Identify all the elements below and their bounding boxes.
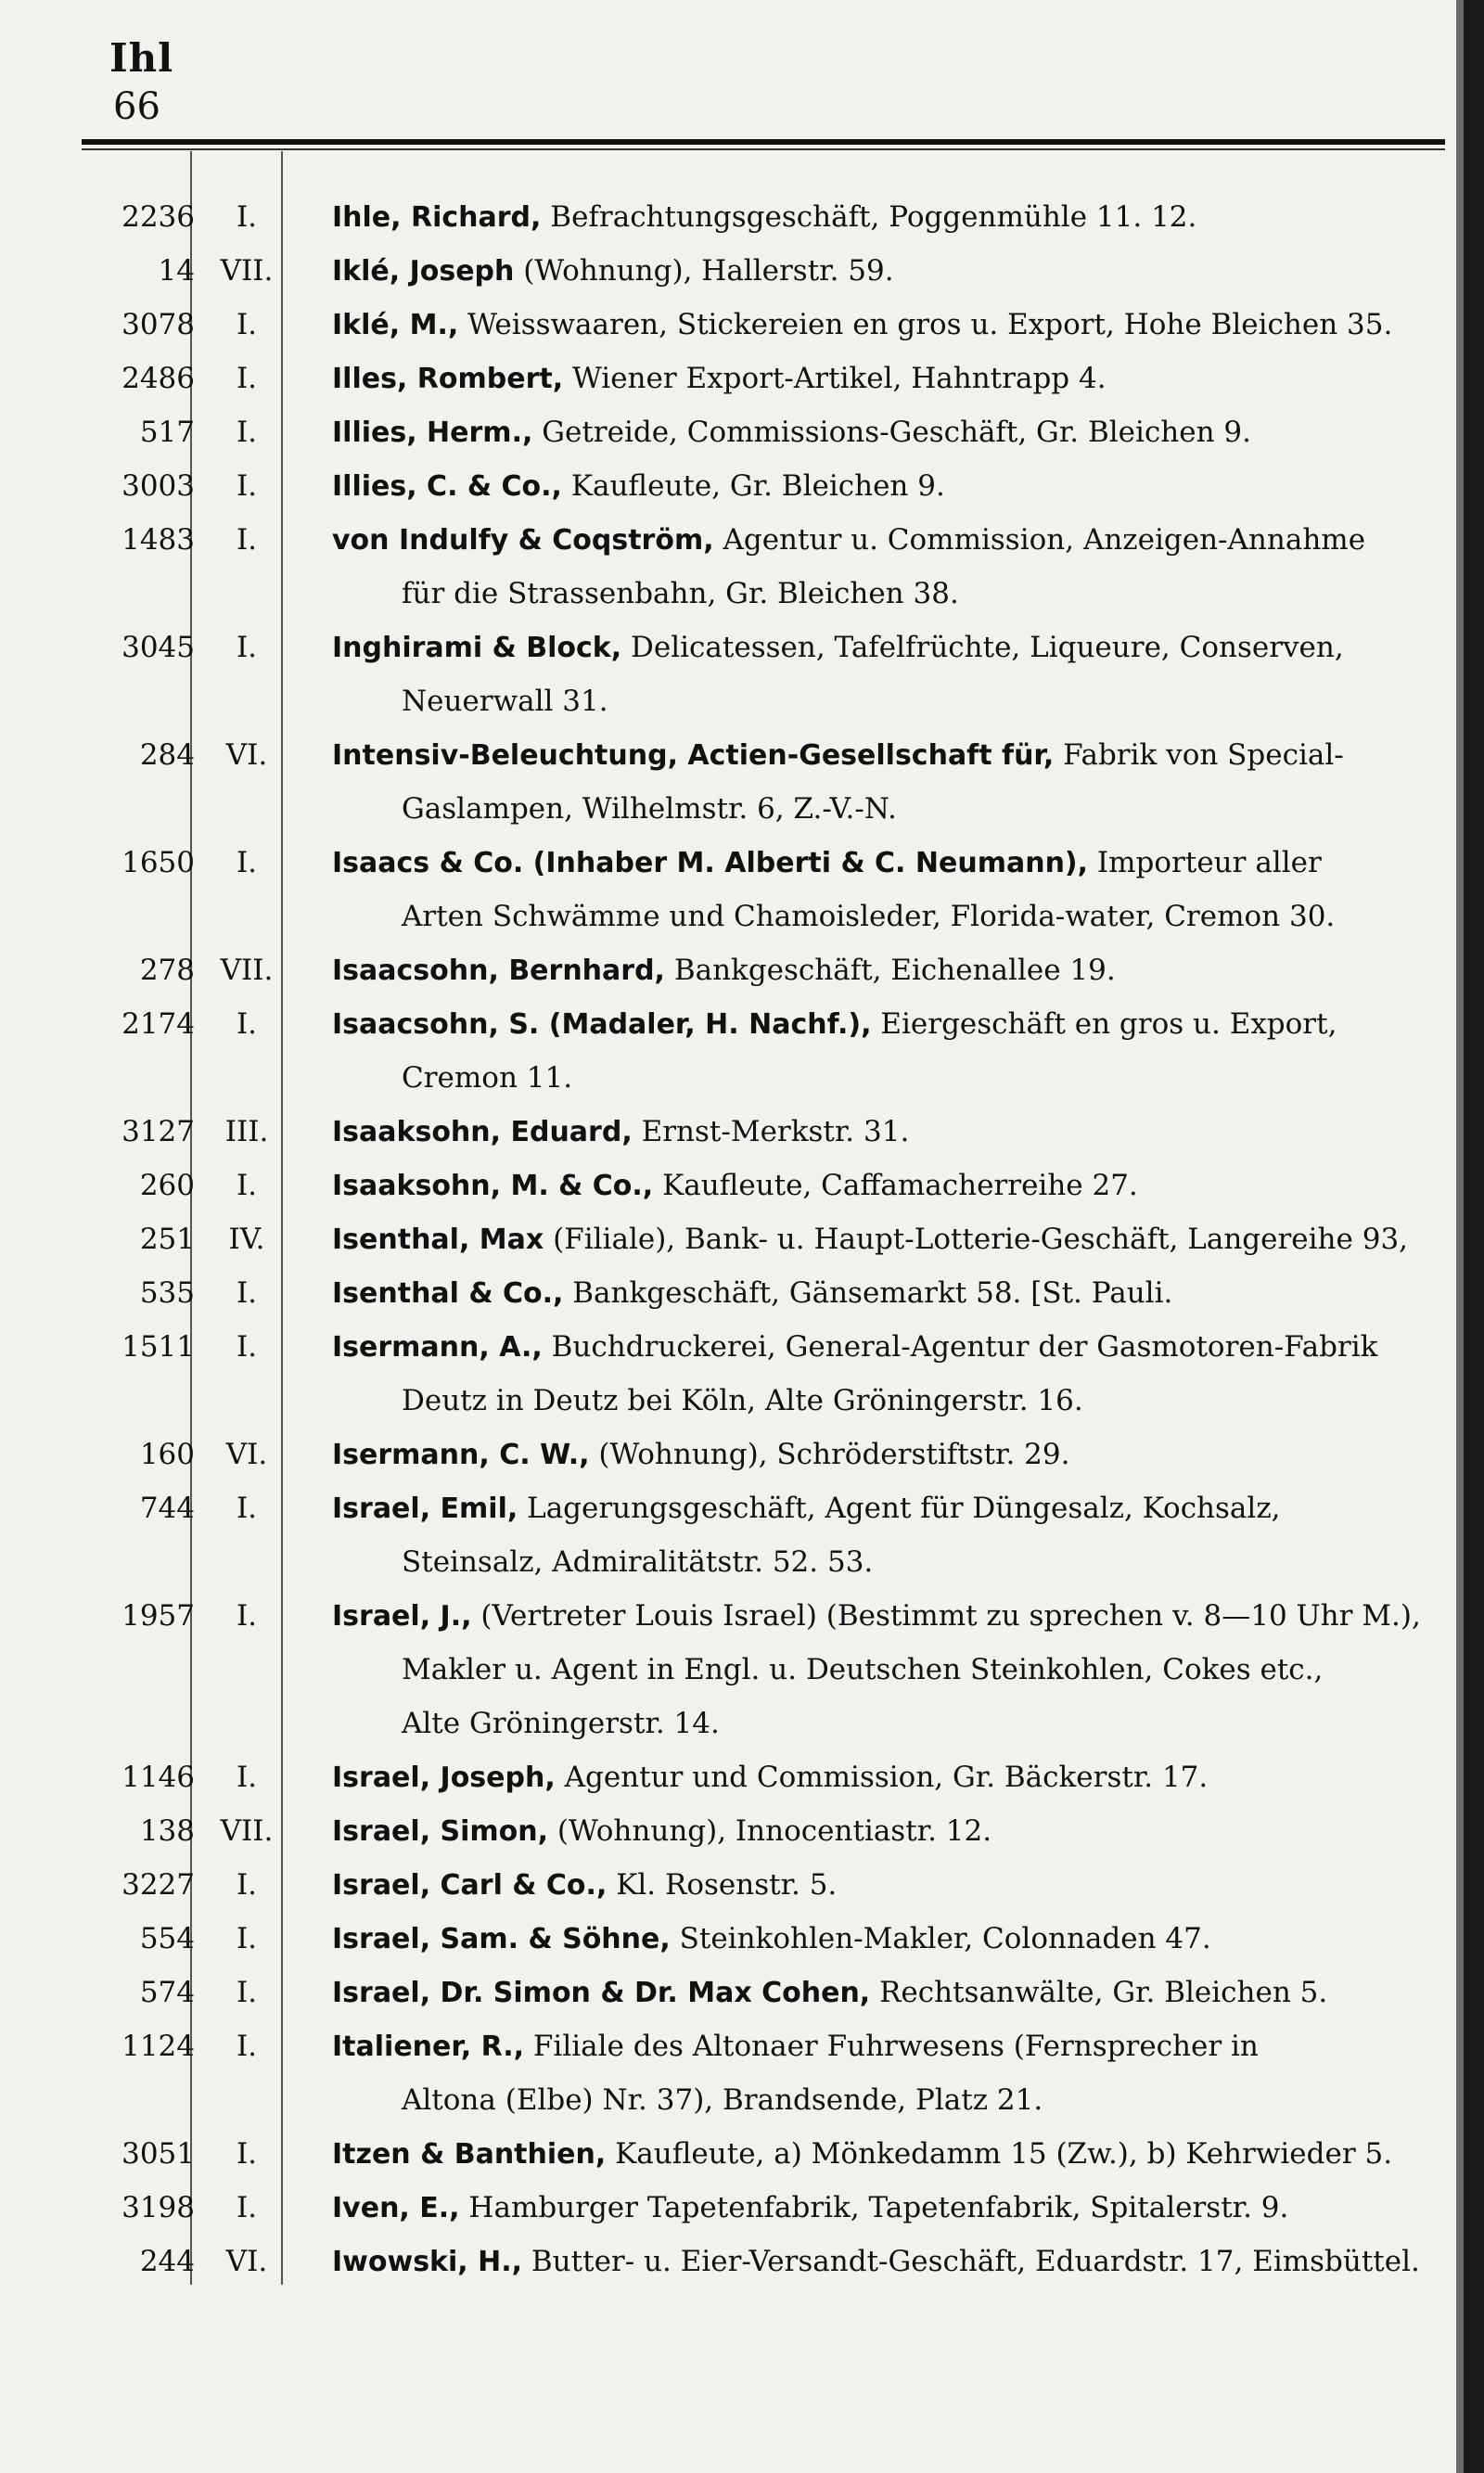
entry-description: Wiener Export-Artikel, Hahntrapp 4.	[571, 362, 1107, 395]
entry-description: Importeur aller	[1096, 846, 1322, 879]
district-numeral: I.	[236, 1868, 258, 1902]
entry-first-line	[0, 1750, 1484, 1804]
entry-first-line	[0, 1804, 1484, 1858]
telephone-number: 160	[139, 1438, 195, 1471]
entry-text	[332, 1159, 1454, 1213]
entry-name: Ihle, Richard,	[332, 201, 542, 234]
directory-entry	[0, 2181, 1484, 2235]
entry-text	[332, 1966, 1454, 2020]
entry-text	[332, 513, 1454, 568]
entry-text	[332, 1212, 1454, 1267]
entry-description: Steinkohlen-Makler, Colonnaden 47.	[679, 1922, 1211, 1955]
entry-name: Israel, Dr. Simon & Dr. Max Cohen,	[332, 1977, 871, 2009]
entry-name: Isermann, C. W.,	[332, 1439, 590, 1471]
entry-continuation-line	[0, 674, 1484, 728]
entry-description: Filiale des Altonaer Fuhrwesens (Fernsprecher in	[532, 2030, 1259, 2063]
entry-description: Weisswaaren, Stickereien en gros u. Export, Hohe Bleichen 35.	[467, 308, 1393, 341]
telephone-number: 3045	[122, 631, 195, 664]
entry-continuation-line	[0, 1535, 1484, 1589]
running-header-key: Ihl	[109, 35, 174, 81]
entry-first-line	[0, 1266, 1484, 1320]
entry-description: Ernst-Merkstr. 31.	[641, 1115, 910, 1148]
entry-description: Bankgeschäft, Eichenallee 19.	[673, 954, 1116, 987]
telephone-number: 278	[139, 954, 195, 987]
entry-continuation-line	[0, 2073, 1484, 2127]
entry-continuation-line	[0, 1374, 1484, 1428]
directory-entry	[0, 244, 1484, 298]
entry-first-line	[0, 244, 1484, 298]
directory-entry	[0, 728, 1484, 836]
telephone-number: 1483	[122, 523, 195, 557]
entry-description-continued: Deutz in Deutz bei Köln, Alte Gröningerstr. 16.	[402, 1384, 1083, 1417]
district-numeral: VI.	[225, 2245, 268, 2278]
entry-text	[332, 244, 1454, 299]
entry-first-line	[0, 2235, 1484, 2288]
district-numeral: I.	[236, 2030, 258, 2063]
district-numeral: I.	[236, 1976, 258, 2009]
telephone-number: 1511	[122, 1330, 195, 1364]
entry-description: (Wohnung), Hallerstr. 59.	[523, 254, 894, 288]
entry-name: Inghirami & Block,	[332, 632, 622, 664]
district-numeral: VII.	[220, 254, 274, 288]
district-numeral: VI.	[225, 738, 268, 772]
page-number: 66	[113, 85, 160, 128]
entry-continuation-line	[0, 567, 1484, 621]
header-rule	[82, 139, 1445, 145]
entry-description: Delicatessen, Tafelfrüchte, Liqueure, Conserven,	[631, 631, 1344, 664]
entry-text	[332, 190, 1454, 245]
entry-text	[332, 1589, 1454, 1644]
entry-continuation-line	[0, 1643, 1484, 1697]
entry-first-line	[0, 1912, 1484, 1966]
entry-first-line	[0, 1589, 1484, 1643]
entry-text	[332, 459, 1454, 514]
entry-name: Isenthal & Co.,	[332, 1277, 564, 1310]
district-numeral: I.	[236, 1922, 258, 1955]
entry-name: Isaaksohn, Eduard,	[332, 1116, 633, 1148]
directory-entry	[0, 459, 1484, 513]
entry-description: (Filiale), Bank- u. Haupt-Lotterie-Geschäft, Langereihe 93,	[553, 1223, 1409, 1256]
entry-text	[332, 1912, 1454, 1967]
district-numeral: VI.	[225, 1438, 268, 1471]
telephone-number: 1957	[122, 1599, 195, 1633]
entry-continuation-line	[0, 890, 1484, 943]
entry-name: Isermann, A.,	[332, 1331, 543, 1364]
directory-entry	[0, 1804, 1484, 1858]
entry-first-line	[0, 1159, 1484, 1212]
district-numeral: I.	[236, 1599, 258, 1633]
entry-description-continued: Altona (Elbe) Nr. 37), Brandsende, Platz 21.	[402, 2083, 1043, 2117]
entry-text	[332, 621, 1454, 675]
entry-first-line	[0, 2019, 1484, 2073]
district-numeral: I.	[236, 1007, 258, 1041]
entry-first-line	[0, 298, 1484, 352]
entry-name: Iklé, Joseph	[332, 255, 515, 288]
telephone-number: 14	[158, 254, 195, 288]
entry-first-line	[0, 352, 1484, 405]
telephone-number: 3198	[122, 2191, 195, 2224]
entry-text	[332, 405, 1454, 460]
entry-text	[332, 1266, 1454, 1321]
entry-description: Kl. Rosenstr. 5.	[616, 1868, 838, 1902]
entry-description-continued: Steinsalz, Admiralitätstr. 52. 53.	[402, 1545, 874, 1579]
entry-text	[332, 1804, 1454, 1859]
directory-entry	[0, 621, 1484, 728]
directory-entry	[0, 836, 1484, 943]
entry-description: Butter- u. Eier-Versandt-Geschäft, Eduardstr. 17, Eimsbüttel.	[531, 2245, 1420, 2278]
telephone-number: 1124	[122, 2030, 195, 2063]
entry-description: Getreide, Commissions-Geschäft, Gr. Bleichen 9.	[542, 416, 1251, 449]
directory-entry	[0, 2019, 1484, 2127]
entry-name: Isenthal, Max	[332, 1224, 544, 1256]
directory-entry	[0, 2127, 1484, 2181]
entry-description: Bankgeschäft, Gänsemarkt 58. [St. Pauli.	[572, 1276, 1173, 1310]
directory-entry	[0, 1320, 1484, 1428]
district-numeral: I.	[236, 416, 258, 449]
entry-description: Rechtsanwälte, Gr. Bleichen 5.	[879, 1976, 1328, 2009]
directory-entry	[0, 1428, 1484, 1481]
entry-description-continued: Alte Gröningerstr. 14.	[402, 1707, 720, 1740]
district-numeral: I.	[236, 1492, 258, 1525]
entry-description: Eiergeschäft en gros u. Export,	[880, 1007, 1337, 1041]
district-numeral: I.	[236, 200, 258, 234]
entry-description: Hamburger Tapetenfabrik, Tapetenfabrik, Spitalerstr. 9.	[468, 2191, 1289, 2224]
entry-name: Isaacsohn, S. (Madaler, H. Nachf.),	[332, 1008, 872, 1041]
entry-name: Israel, Joseph,	[332, 1762, 556, 1794]
entry-first-line	[0, 459, 1484, 513]
directory-entry	[0, 1750, 1484, 1804]
telephone-number: 244	[139, 2245, 195, 2278]
directory-entry	[0, 1105, 1484, 1159]
entry-first-line	[0, 1858, 1484, 1912]
entry-name: Illies, C. & Co.,	[332, 470, 562, 503]
entry-name: von Indulfy & Coqström,	[332, 524, 714, 557]
district-numeral: I.	[236, 2137, 258, 2171]
entry-first-line	[0, 997, 1484, 1051]
telephone-number: 2486	[122, 362, 195, 395]
district-numeral: I.	[236, 469, 258, 503]
entry-first-line	[0, 2127, 1484, 2181]
entry-name: Israel, Emil,	[332, 1493, 518, 1525]
district-numeral: IV.	[228, 1223, 265, 1256]
entry-first-line	[0, 943, 1484, 997]
entry-first-line	[0, 2181, 1484, 2235]
entry-text	[332, 1750, 1454, 1805]
entry-continuation-line	[0, 1697, 1484, 1750]
entry-name: Israel, Sam. & Söhne,	[332, 1923, 671, 1955]
entry-description-continued: Makler u. Agent in Engl. u. Deutschen Steinkohlen, Cokes etc.,	[402, 1653, 1324, 1686]
telephone-number: 3227	[122, 1868, 195, 1902]
entry-name: Israel, Carl & Co.,	[332, 1869, 608, 1902]
directory-entry	[0, 2235, 1484, 2288]
entry-description: Kaufleute, Caffamacherreihe 27.	[662, 1169, 1138, 1202]
telephone-number: 3051	[122, 2137, 195, 2171]
entry-text	[332, 997, 1454, 1052]
entry-text	[332, 1320, 1454, 1375]
header-rule-thin	[82, 148, 1445, 150]
telephone-number: 535	[139, 1276, 195, 1310]
entry-first-line	[0, 513, 1484, 567]
district-numeral: I.	[236, 362, 258, 395]
directory-entry	[0, 1212, 1484, 1266]
entry-name: Italiener, R.,	[332, 2031, 525, 2063]
entry-text	[332, 728, 1454, 783]
entry-text	[332, 1481, 1454, 1536]
district-numeral: I.	[236, 1761, 258, 1794]
entry-first-line	[0, 1320, 1484, 1374]
entry-name: Iwowski, H.,	[332, 2246, 523, 2278]
telephone-number: 284	[139, 738, 195, 772]
entry-name: Illies, Herm.,	[332, 416, 533, 449]
entry-description: Befrachtungsgeschäft, Poggenmühle 11. 12.	[550, 200, 1197, 234]
directory-entry	[0, 1858, 1484, 1912]
entry-name: Israel, J.,	[332, 1600, 472, 1633]
district-numeral: I.	[236, 308, 258, 341]
entry-description: Agentur und Commission, Gr. Bäckerstr. 17.	[564, 1761, 1209, 1794]
entry-first-line	[0, 405, 1484, 459]
district-numeral: I.	[236, 1330, 258, 1364]
entry-description-continued: Gaslampen, Wilhelmstr. 6, Z.-V.-N.	[402, 792, 897, 826]
entry-description: Lagerungsgeschäft, Agent für Düngesalz, Kochsalz,	[527, 1492, 1281, 1525]
entry-text	[332, 2235, 1454, 2289]
entry-description-continued: Neuerwall 31.	[402, 685, 608, 718]
district-numeral: I.	[236, 1169, 258, 1202]
entry-first-line	[0, 1966, 1484, 2019]
entry-name: Iven, E.,	[332, 2192, 460, 2224]
entry-name: Isaaksohn, M. & Co.,	[332, 1170, 654, 1202]
directory-entry	[0, 1589, 1484, 1750]
entry-description: Agentur u. Commission, Anzeigen-Annahme	[723, 523, 1366, 557]
district-numeral: VII.	[220, 1814, 274, 1848]
entry-description: Fabrik von Special-	[1063, 738, 1344, 772]
entry-first-line	[0, 621, 1484, 674]
district-numeral: I.	[236, 1276, 258, 1310]
entry-description: (Vertreter Louis Israel) (Bestimmt zu sprechen v. 8—10 Uhr M.),	[480, 1599, 1421, 1633]
entry-first-line	[0, 1212, 1484, 1266]
entry-name: Iklé, M.,	[332, 309, 459, 341]
directory-entry	[0, 513, 1484, 621]
telephone-number: 2236	[122, 200, 195, 234]
telephone-number: 574	[139, 1976, 195, 2009]
entry-first-line	[0, 836, 1484, 890]
entry-text	[332, 836, 1454, 891]
telephone-number: 138	[139, 1814, 195, 1848]
telephone-number: 1650	[122, 846, 195, 879]
entry-first-line	[0, 1105, 1484, 1159]
entry-description-continued: Cremon 11.	[402, 1061, 573, 1095]
directory-entry	[0, 1912, 1484, 1966]
entry-description: (Wohnung), Innocentiastr. 12.	[556, 1814, 992, 1848]
telephone-number: 3078	[122, 308, 195, 341]
entry-text	[332, 943, 1454, 998]
telephone-number: 251	[139, 1223, 195, 1256]
entry-name: Illes, Rombert,	[332, 363, 564, 395]
directory-entries	[0, 190, 1484, 2288]
entry-continuation-line	[0, 782, 1484, 836]
directory-entry	[0, 1159, 1484, 1212]
telephone-number: 554	[139, 1922, 195, 1955]
entry-name: Intensiv-Beleuchtung, Actien-Gesellschaft für,	[332, 739, 1055, 772]
directory-entry	[0, 1481, 1484, 1589]
directory-entry	[0, 352, 1484, 405]
entry-description: Kaufleute, a) Mönkedamm 15 (Zw.), b) Kehrwieder 5.	[615, 2137, 1393, 2171]
telephone-number: 3127	[122, 1115, 195, 1148]
entry-description: (Wohnung), Schröderstiftstr. 29.	[598, 1438, 1070, 1471]
entry-text	[332, 352, 1454, 406]
telephone-number: 1146	[122, 1761, 195, 1794]
district-numeral: I.	[236, 2191, 258, 2224]
telephone-number: 744	[139, 1492, 195, 1525]
district-numeral: I.	[236, 631, 258, 664]
entry-text	[332, 2019, 1454, 2074]
directory-entry	[0, 997, 1484, 1105]
entry-text	[332, 2181, 1454, 2236]
entry-name: Israel, Simon,	[332, 1815, 549, 1848]
entry-description-continued: für die Strassenbahn, Gr. Bleichen 38.	[402, 577, 959, 610]
directory-entry	[0, 405, 1484, 459]
directory-entry	[0, 943, 1484, 997]
entry-text	[332, 2127, 1454, 2182]
entry-name: Isaacsohn, Bernhard,	[332, 955, 665, 987]
entry-description: Kaufleute, Gr. Bleichen 9.	[570, 469, 945, 503]
entry-description-continued: Arten Schwämme und Chamoisleder, Florida-water, Cremon 30.	[402, 900, 1336, 933]
entry-text	[332, 298, 1454, 352]
directory-entry	[0, 190, 1484, 244]
entry-text	[332, 1105, 1454, 1160]
entry-name: Isaacs & Co. (Inhaber M. Alberti & C. Neumann),	[332, 847, 1089, 879]
district-numeral: VII.	[220, 954, 274, 987]
telephone-number: 260	[139, 1169, 195, 1202]
district-numeral: I.	[236, 523, 258, 557]
district-numeral: I.	[236, 846, 258, 879]
entry-text	[332, 1428, 1454, 1482]
entry-first-line	[0, 728, 1484, 782]
entry-continuation-line	[0, 1051, 1484, 1105]
entry-name: Itzen & Banthien,	[332, 2138, 607, 2171]
entry-first-line	[0, 1481, 1484, 1535]
entry-text	[332, 1858, 1454, 1913]
directory-entry	[0, 1266, 1484, 1320]
telephone-number: 2174	[122, 1007, 195, 1041]
telephone-number: 3003	[122, 469, 195, 503]
entry-first-line	[0, 190, 1484, 244]
directory-entry	[0, 298, 1484, 352]
directory-entry	[0, 1966, 1484, 2019]
entry-first-line	[0, 1428, 1484, 1481]
telephone-number: 517	[139, 416, 195, 449]
entry-description: Buchdruckerei, General-Agentur der Gasmotoren-Fabrik	[551, 1330, 1378, 1364]
district-numeral: III.	[224, 1115, 269, 1148]
